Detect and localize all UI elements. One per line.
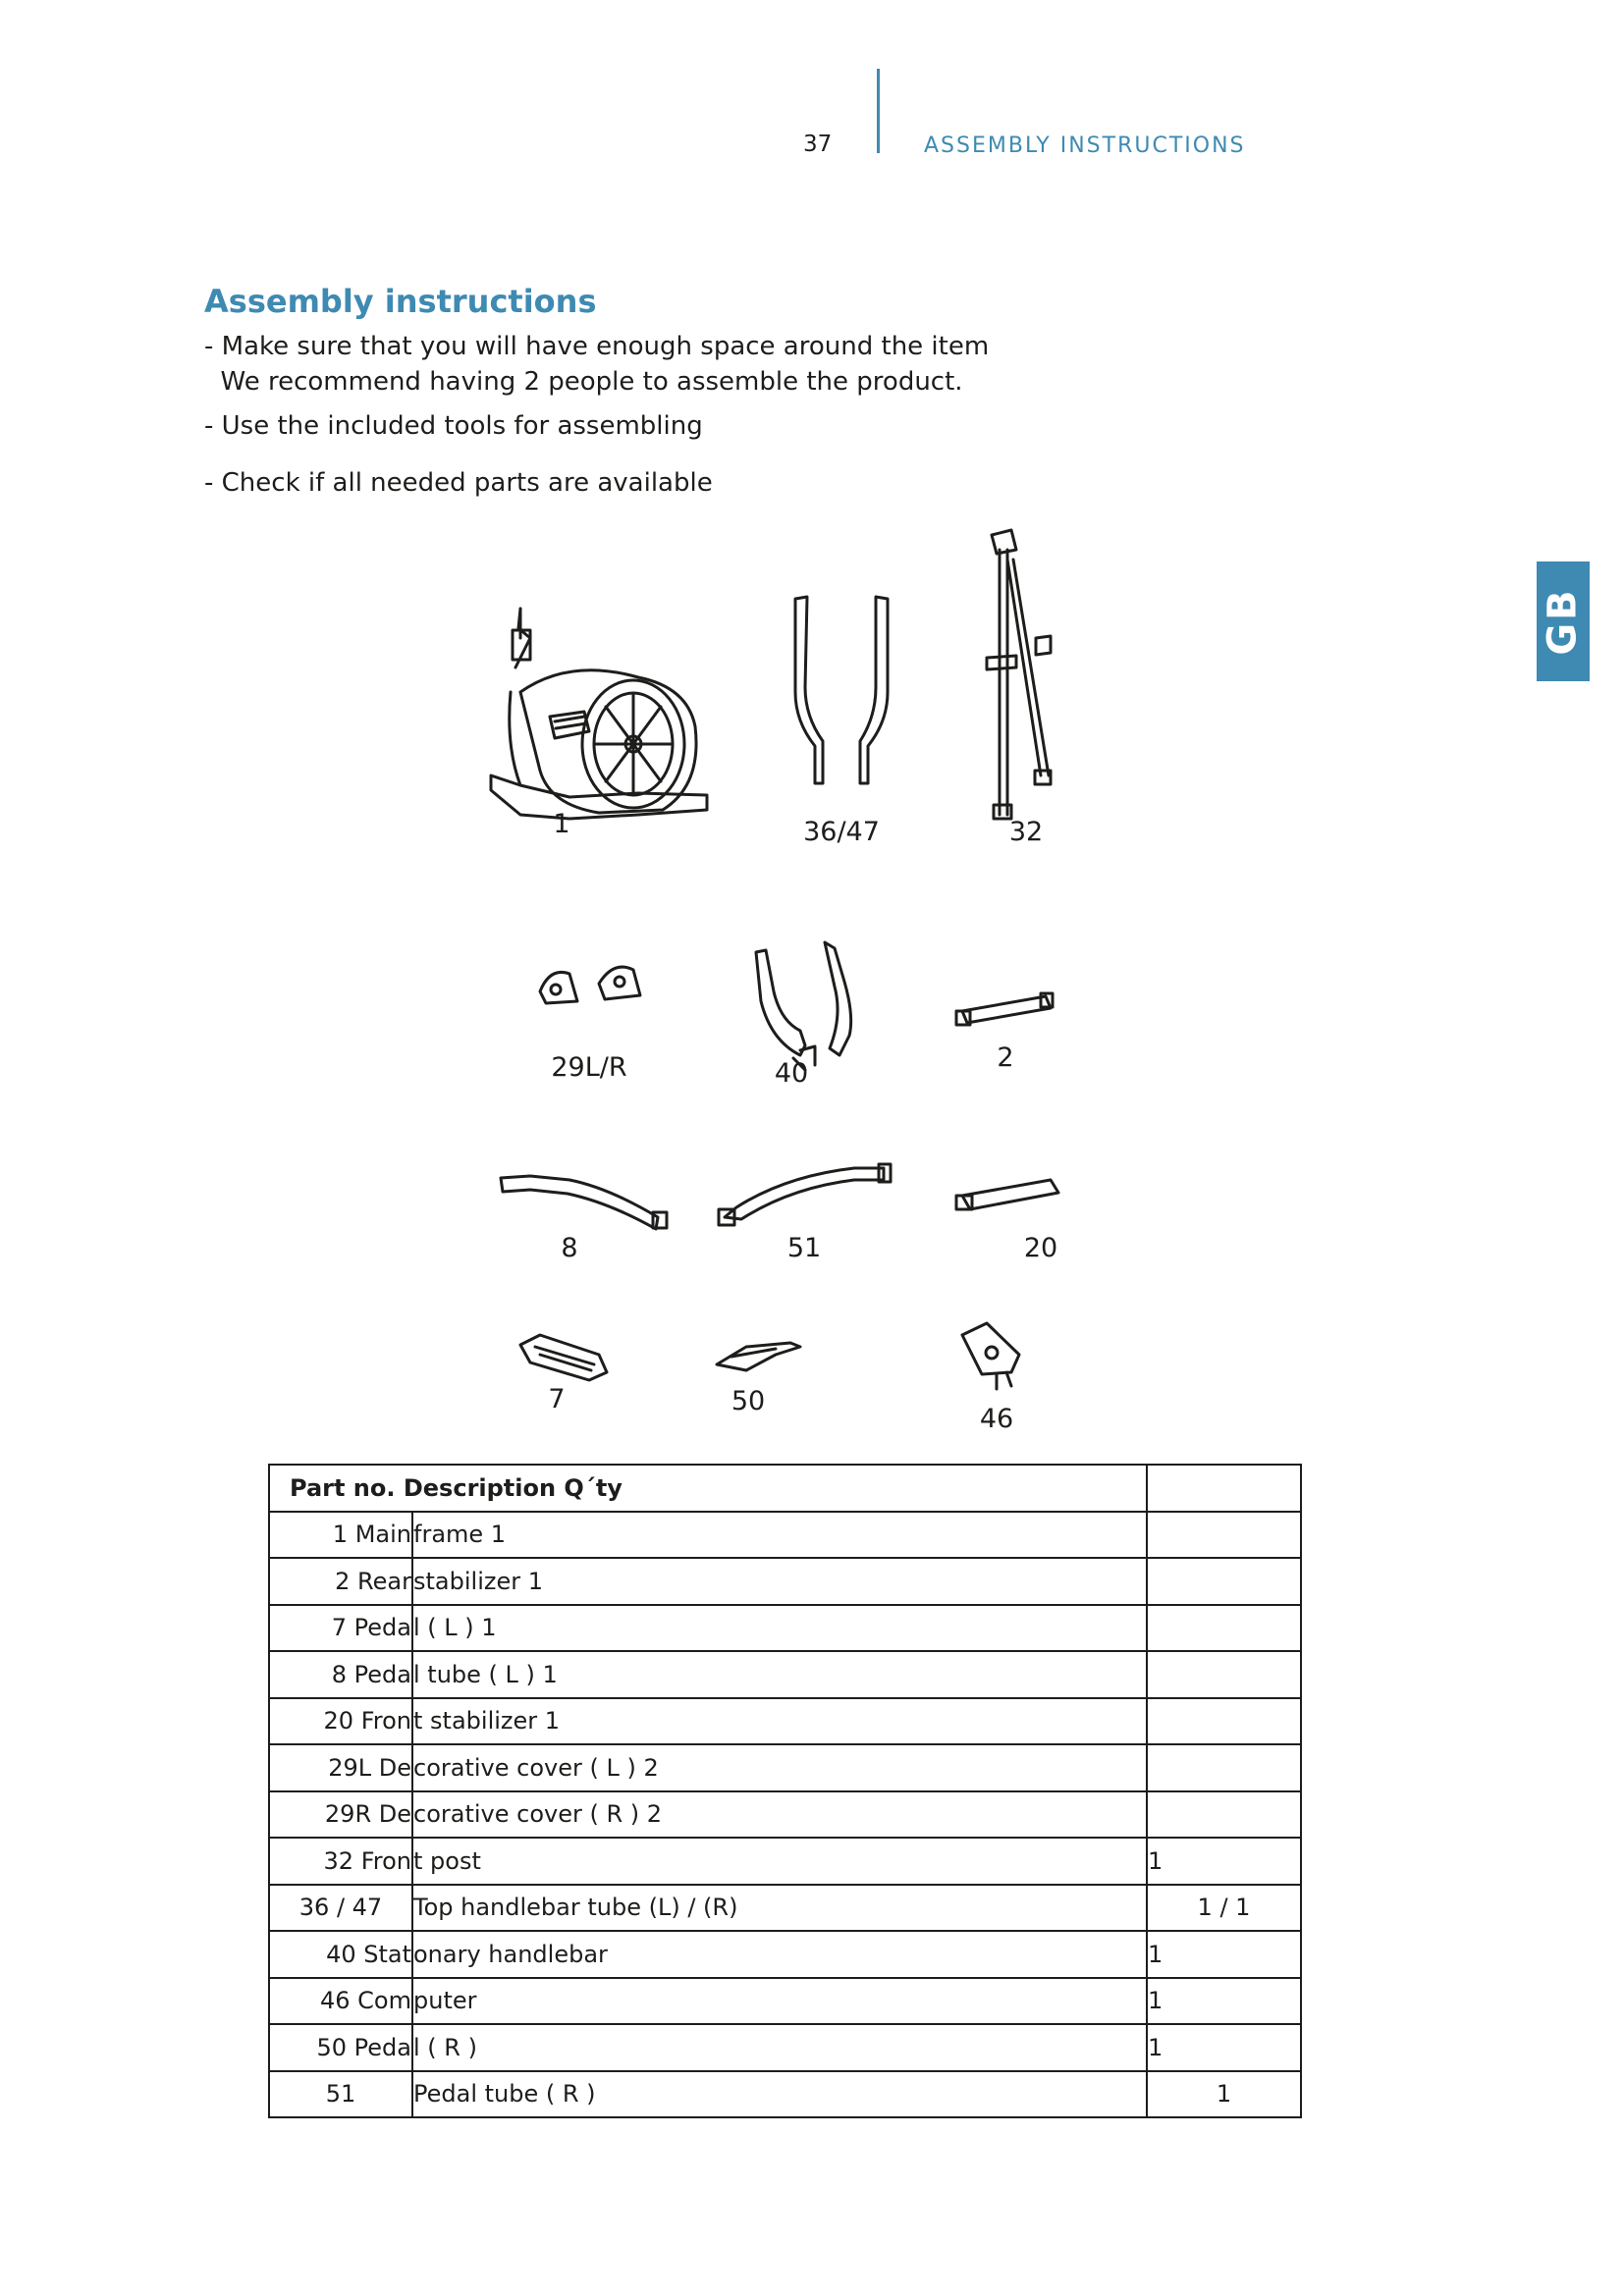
table-row: [269, 1558, 1301, 1605]
qty-cell: 1: [1147, 1978, 1301, 2025]
language-tab: [1537, 561, 1590, 681]
table-row: [269, 1838, 1301, 1885]
qty-cell: [1147, 1465, 1301, 1512]
part-no-cell: 7 Peda: [269, 1605, 412, 1652]
qty-cell: [1147, 1791, 1301, 1839]
part-label: 2: [997, 1042, 1014, 1073]
qty-cell: [1147, 1651, 1301, 1698]
part-label: 8: [561, 1233, 578, 1263]
table-header-cell: Part no. Description Q´ty: [269, 1465, 1147, 1512]
table-row: [269, 2071, 1301, 2118]
front-post-illustration: [987, 530, 1051, 819]
description-cell: Top handlebar tube (L) / (R): [412, 1885, 1147, 1932]
main-frame-illustration: [491, 609, 707, 819]
part-label: 51: [786, 1233, 822, 1263]
qty-cell: 1: [1147, 2071, 1301, 2118]
instruction-line: - Check if all needed parts are available: [204, 468, 713, 498]
qty-cell: [1147, 1512, 1301, 1559]
top-handlebar-tubes-illustration: [795, 597, 888, 783]
description-cell: l ( R ): [412, 2024, 1147, 2071]
description-cell: corative cover ( L ) 2: [412, 1744, 1147, 1791]
page-number: 37: [803, 132, 833, 157]
description-cell: l tube ( L ) 1: [412, 1651, 1147, 1698]
table-row: [269, 1978, 1301, 2025]
part-no-cell: 32 Fron: [269, 1838, 412, 1885]
parts-table: [268, 1464, 1302, 2118]
instruction-line: We recommend having 2 people to assemble the product.: [204, 367, 963, 397]
table-row: [269, 1885, 1301, 1932]
qty-cell: 1: [1147, 2024, 1301, 2071]
description-cell: l ( L ) 1: [412, 1605, 1147, 1652]
part-label: 20: [1023, 1233, 1058, 1263]
pedal-left-illustration: [520, 1335, 607, 1380]
part-no-cell: 29R De: [269, 1791, 412, 1839]
part-no-cell: 1 Main: [269, 1512, 412, 1559]
description-cell: onary handlebar: [412, 1931, 1147, 1978]
table-row: [269, 1512, 1301, 1559]
table-row: [269, 1744, 1301, 1791]
part-no-cell: 29L De: [269, 1744, 412, 1791]
part-no-cell: 8 Peda: [269, 1651, 412, 1698]
pedal-right-illustration: [717, 1343, 800, 1370]
header-divider: [877, 69, 880, 153]
instruction-line: - Make sure that you will have enough space around the item: [204, 332, 990, 361]
parts-diagram: [461, 520, 1149, 1443]
table-row: [269, 1931, 1301, 1978]
stationary-handlebar-illustration: [756, 942, 851, 1070]
part-label: 29L/R: [551, 1052, 627, 1083]
part-no-cell: 46 Com: [269, 1978, 412, 2025]
part-label: 40: [774, 1058, 809, 1089]
qty-cell: [1147, 1744, 1301, 1791]
part-label: 7: [548, 1384, 566, 1415]
part-label: 1: [553, 809, 570, 839]
language-tab-label: GB: [1541, 587, 1587, 656]
part-no-cell: 2 Rear: [269, 1558, 412, 1605]
table-header-row: [269, 1465, 1301, 1512]
table-row: [269, 1605, 1301, 1652]
computer-illustration: [962, 1323, 1019, 1389]
table-row: [269, 1651, 1301, 1698]
part-no-cell: 20 Fron: [269, 1698, 412, 1745]
qty-cell: [1147, 1698, 1301, 1745]
qty-cell: 1: [1147, 1838, 1301, 1885]
description-cell: stabilizer 1: [412, 1558, 1147, 1605]
part-no-cell: 40 Stat: [269, 1931, 412, 1978]
part-no-cell: 36 / 47: [269, 1885, 412, 1932]
qty-cell: [1147, 1605, 1301, 1652]
description-cell: corative cover ( R ) 2: [412, 1791, 1147, 1839]
section-title: Assembly instructions: [204, 283, 597, 320]
part-label: 32: [1008, 817, 1044, 847]
part-no-cell: 50 Peda: [269, 2024, 412, 2071]
header-section-title: ASSEMBLY INSTRUCTIONS: [924, 133, 1246, 158]
part-label: 46: [979, 1404, 1014, 1434]
table-row: [269, 1791, 1301, 1839]
description-cell: t post: [412, 1838, 1147, 1885]
part-no-cell: 51: [269, 2071, 412, 2118]
description-cell: t stabilizer 1: [412, 1698, 1147, 1745]
qty-cell: 1 / 1: [1147, 1885, 1301, 1932]
decorative-covers-illustration: [540, 967, 640, 1003]
table-row: [269, 1698, 1301, 1745]
qty-cell: 1: [1147, 1931, 1301, 1978]
pedal-tube-left-illustration: [501, 1176, 667, 1229]
front-stabilizer-illustration: [956, 1180, 1058, 1209]
pedal-tube-right-illustration: [719, 1164, 891, 1225]
table-row: [269, 2024, 1301, 2071]
part-label: 36/47: [803, 817, 880, 847]
instruction-line: - Use the included tools for assembling: [204, 411, 703, 441]
qty-cell: [1147, 1558, 1301, 1605]
rear-stabilizer-illustration: [956, 993, 1053, 1025]
part-label: 50: [731, 1386, 766, 1416]
description-cell: puter: [412, 1978, 1147, 2025]
description-cell: frame 1: [412, 1512, 1147, 1559]
description-cell: Pedal tube ( R ): [412, 2071, 1147, 2118]
